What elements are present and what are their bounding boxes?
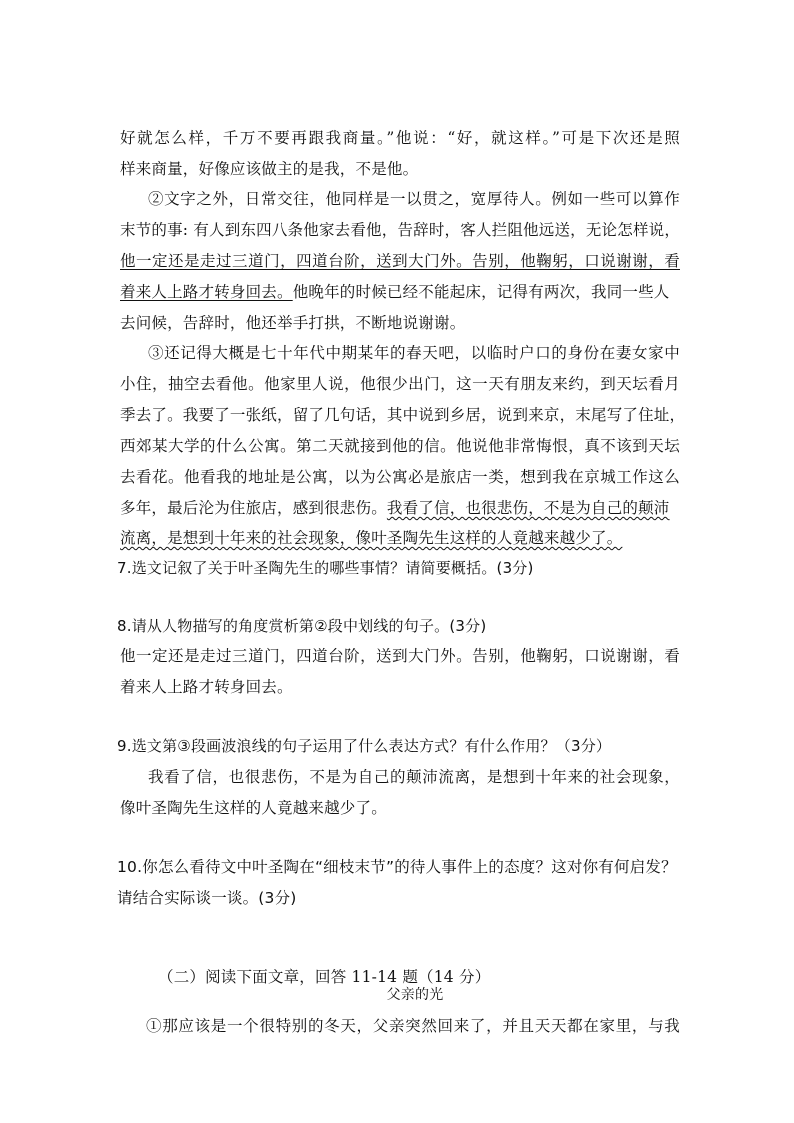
question-10: 请结合实际谈一谈。(3分) bbox=[117, 889, 297, 907]
quoted-sentence: 我看了信，也很悲伤，不是为自己的颠沛流离，是想到十年来的社会现象， bbox=[148, 768, 680, 786]
question-9: 9.选文第③段画波浪线的句子运用了什么表达方式？有什么作用？（3分） bbox=[117, 737, 612, 755]
passage-line: ②文字之外，日常交往，他同样是一以贯之，宽厚待人。例如一些可以算作 bbox=[148, 190, 680, 208]
passage-line: 样来商量，好像应该做主的是我，不是他。 bbox=[120, 160, 419, 178]
question-7: 7.选文记叙了关于叶圣陶先生的哪些事情？请简要概括。(3分) bbox=[117, 559, 534, 577]
section-heading: （二）阅读下面文章，回答 11-14 题（14 分） bbox=[158, 968, 491, 986]
passage-text: 多年，最后沦为住旅店，感到很悲伤。 bbox=[120, 499, 387, 517]
passage-line: 末节的事: 有人到东四八条他家去看他，告辞时，客人拦阻他远送，无论怎样说， bbox=[120, 221, 681, 239]
passage-text: 他晚年的时候已经不能起床，记得有两次，我同一些人 bbox=[292, 283, 670, 301]
passage-line bbox=[120, 528, 680, 548]
quoted-sentence: 着来人上路才转身回去。 bbox=[120, 678, 293, 696]
passage-line: 季去了。我要了一张纸，留了几句话，其中说到乡居，说到来京，末尾写了住址， bbox=[120, 406, 686, 424]
wavy-underlined-sentence: 我看了信，也很悲伤，不是为自己的颠沛 bbox=[386, 499, 670, 517]
passage-line: 好就怎么样，千万不要再跟我商量。”他说：“好，就这样。”可是下次还是照 bbox=[120, 129, 680, 147]
wavy-underlined-sentence: 流离，是想到十年来的社会现象，像叶圣陶先生这样的人竟越来越少了。 bbox=[120, 529, 623, 547]
underlined-sentence: 他一定还是走过三道门，四道台阶，送到大门外。告别，他鞠躬，口说谢谢，看 bbox=[120, 252, 680, 270]
passage-line: 去看花。他看我的地址是公寓，以为公寓必是旅店一类，想到我在京城工作这么 bbox=[120, 468, 680, 486]
passage-line: 西郊某大学的什么公寓。第二天就接到他的信。他说他非常悔恨，真不该到天坛 bbox=[120, 437, 680, 455]
passage-line: 去问候，告辞时，他还举手打拱，不断地说谢谢。 bbox=[120, 314, 466, 332]
passage-line: ①那应该是一个很特别的冬天，父亲突然回来了，并且天天都在家里，与我 bbox=[146, 1017, 680, 1035]
underlined-sentence: 着来人上路才转身回去。 bbox=[120, 283, 293, 301]
question-8: 8.请从人物描写的角度赏析第②段中划线的句子。(3分) bbox=[117, 617, 487, 635]
passage-line: ③还记得大概是七十年代中期某年的春天吧，以临时户口的身份在妻女家中 bbox=[148, 344, 680, 362]
quoted-sentence: 他一定还是走过三道门，四道台阶，送到大门外。告别，他鞠躬，口说谢谢，看 bbox=[120, 647, 680, 665]
passage-line: 小住，抽空去看他。他家里人说，他很少出门，这一天有朋友来约，到天坛看月 bbox=[120, 375, 680, 393]
article-title: 父亲的光 bbox=[386, 987, 444, 1003]
passage-line bbox=[120, 498, 680, 518]
question-10: 10.你怎么看待文中叶圣陶在“细枝末节”的待人事件上的态度？这对你有何启发？ bbox=[117, 858, 677, 876]
quoted-sentence: 像叶圣陶先生这样的人竟越来越少了。 bbox=[120, 799, 387, 817]
passage-line bbox=[120, 282, 680, 302]
